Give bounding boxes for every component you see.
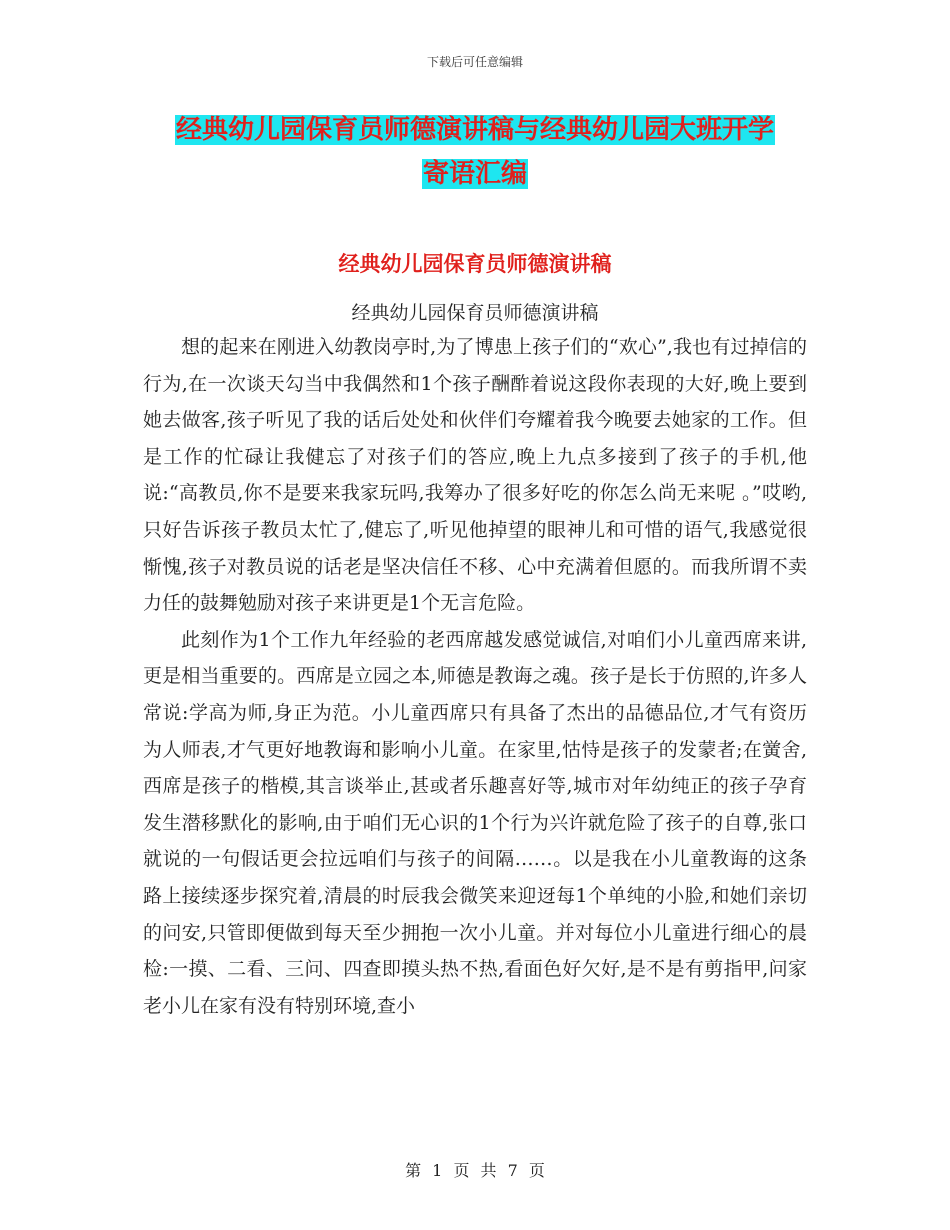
body-text [143, 329, 807, 1024]
paragraph: 想的起来在刚进入幼教岗亭时,为了博患上孩子们的“欢心”,我也有过掉信的行为,在一次谈天勾当中我偶然和1个孩子酬酢着说这段你表现的大好,晚上要到她去做客,孩子听见了我的话后处处和伙伴们夸耀着我今晚要去她家的工作。但是工作的忙碌让我健忘了对孩子们的答应,晚上九点多接到了孩子的手机,他说:“高教员,你不是要来我家玩吗,我筹办了很多好吃的你怎么尚无来呢 。”哎哟,只好告诉孩子教员太忙了,健忘了,听见他掉望的眼神儿和可惜的语气,我感觉很惭愧,孩子对教员说的话老是坚决信任不移、心中充满着但愿的。而我所谓不卖力任的鼓舞勉励对孩子来讲更是1个无言危险。 [143, 336, 807, 615]
document-title-line-2 [0, 156, 950, 192]
page-footer-number: 第 1 页 共 7 页 [405, 1161, 545, 1180]
section-heading: 经典幼儿园保育员师德演讲稿 [338, 251, 612, 276]
title-highlight: 经典幼儿园保育员师德演讲稿与经典幼儿园大班开学 [175, 115, 774, 145]
title-highlight: 寄语汇编 [422, 159, 527, 189]
page-header-note: 下载后可任意编辑 [426, 55, 523, 69]
speech-title: 经典幼儿园保育员师德演讲稿 [351, 302, 599, 324]
paragraph: 此刻作为1个工作九年经验的老西席越发感觉诚信,对咱们小儿童西席来讲,更是相当重要的。西席是立园之本,师德是教诲之魂。孩子是长于仿照的,许多人常说:学高为师,身正为范。小儿童西席只有具备了杰出的品德品位,才气有资历为人师表,才气更好地教诲和影响小儿童。在家里,怙恃是孩子的发蒙者;在黉舍,西席是孩子的楷模,其言谈举止,甚或者乐趣喜好等,城市对年幼纯正的孩子孕育发生潜移默化的影响,由于咱们无心识的1个行为兴许就危险了孩子的自尊,张口就说的一句假话更会拉远咱们与孩子的间隔……。以是我在小儿童教诲的这条路上接续逐步探究着,清晨的时辰我会微笑来迎迓每1个单纯的小脸,和她们亲切的问安,只管即便做到每天至少拥抱一次小儿童。并对每位小儿童进行细心的晨检:一摸、二看、三问、四查即摸头热不热,看面色好欠好,是不是有剪指甲,问家老小儿在家有没有特别环境,查小 [143, 628, 807, 1017]
document-title-line-1 [0, 112, 950, 148]
